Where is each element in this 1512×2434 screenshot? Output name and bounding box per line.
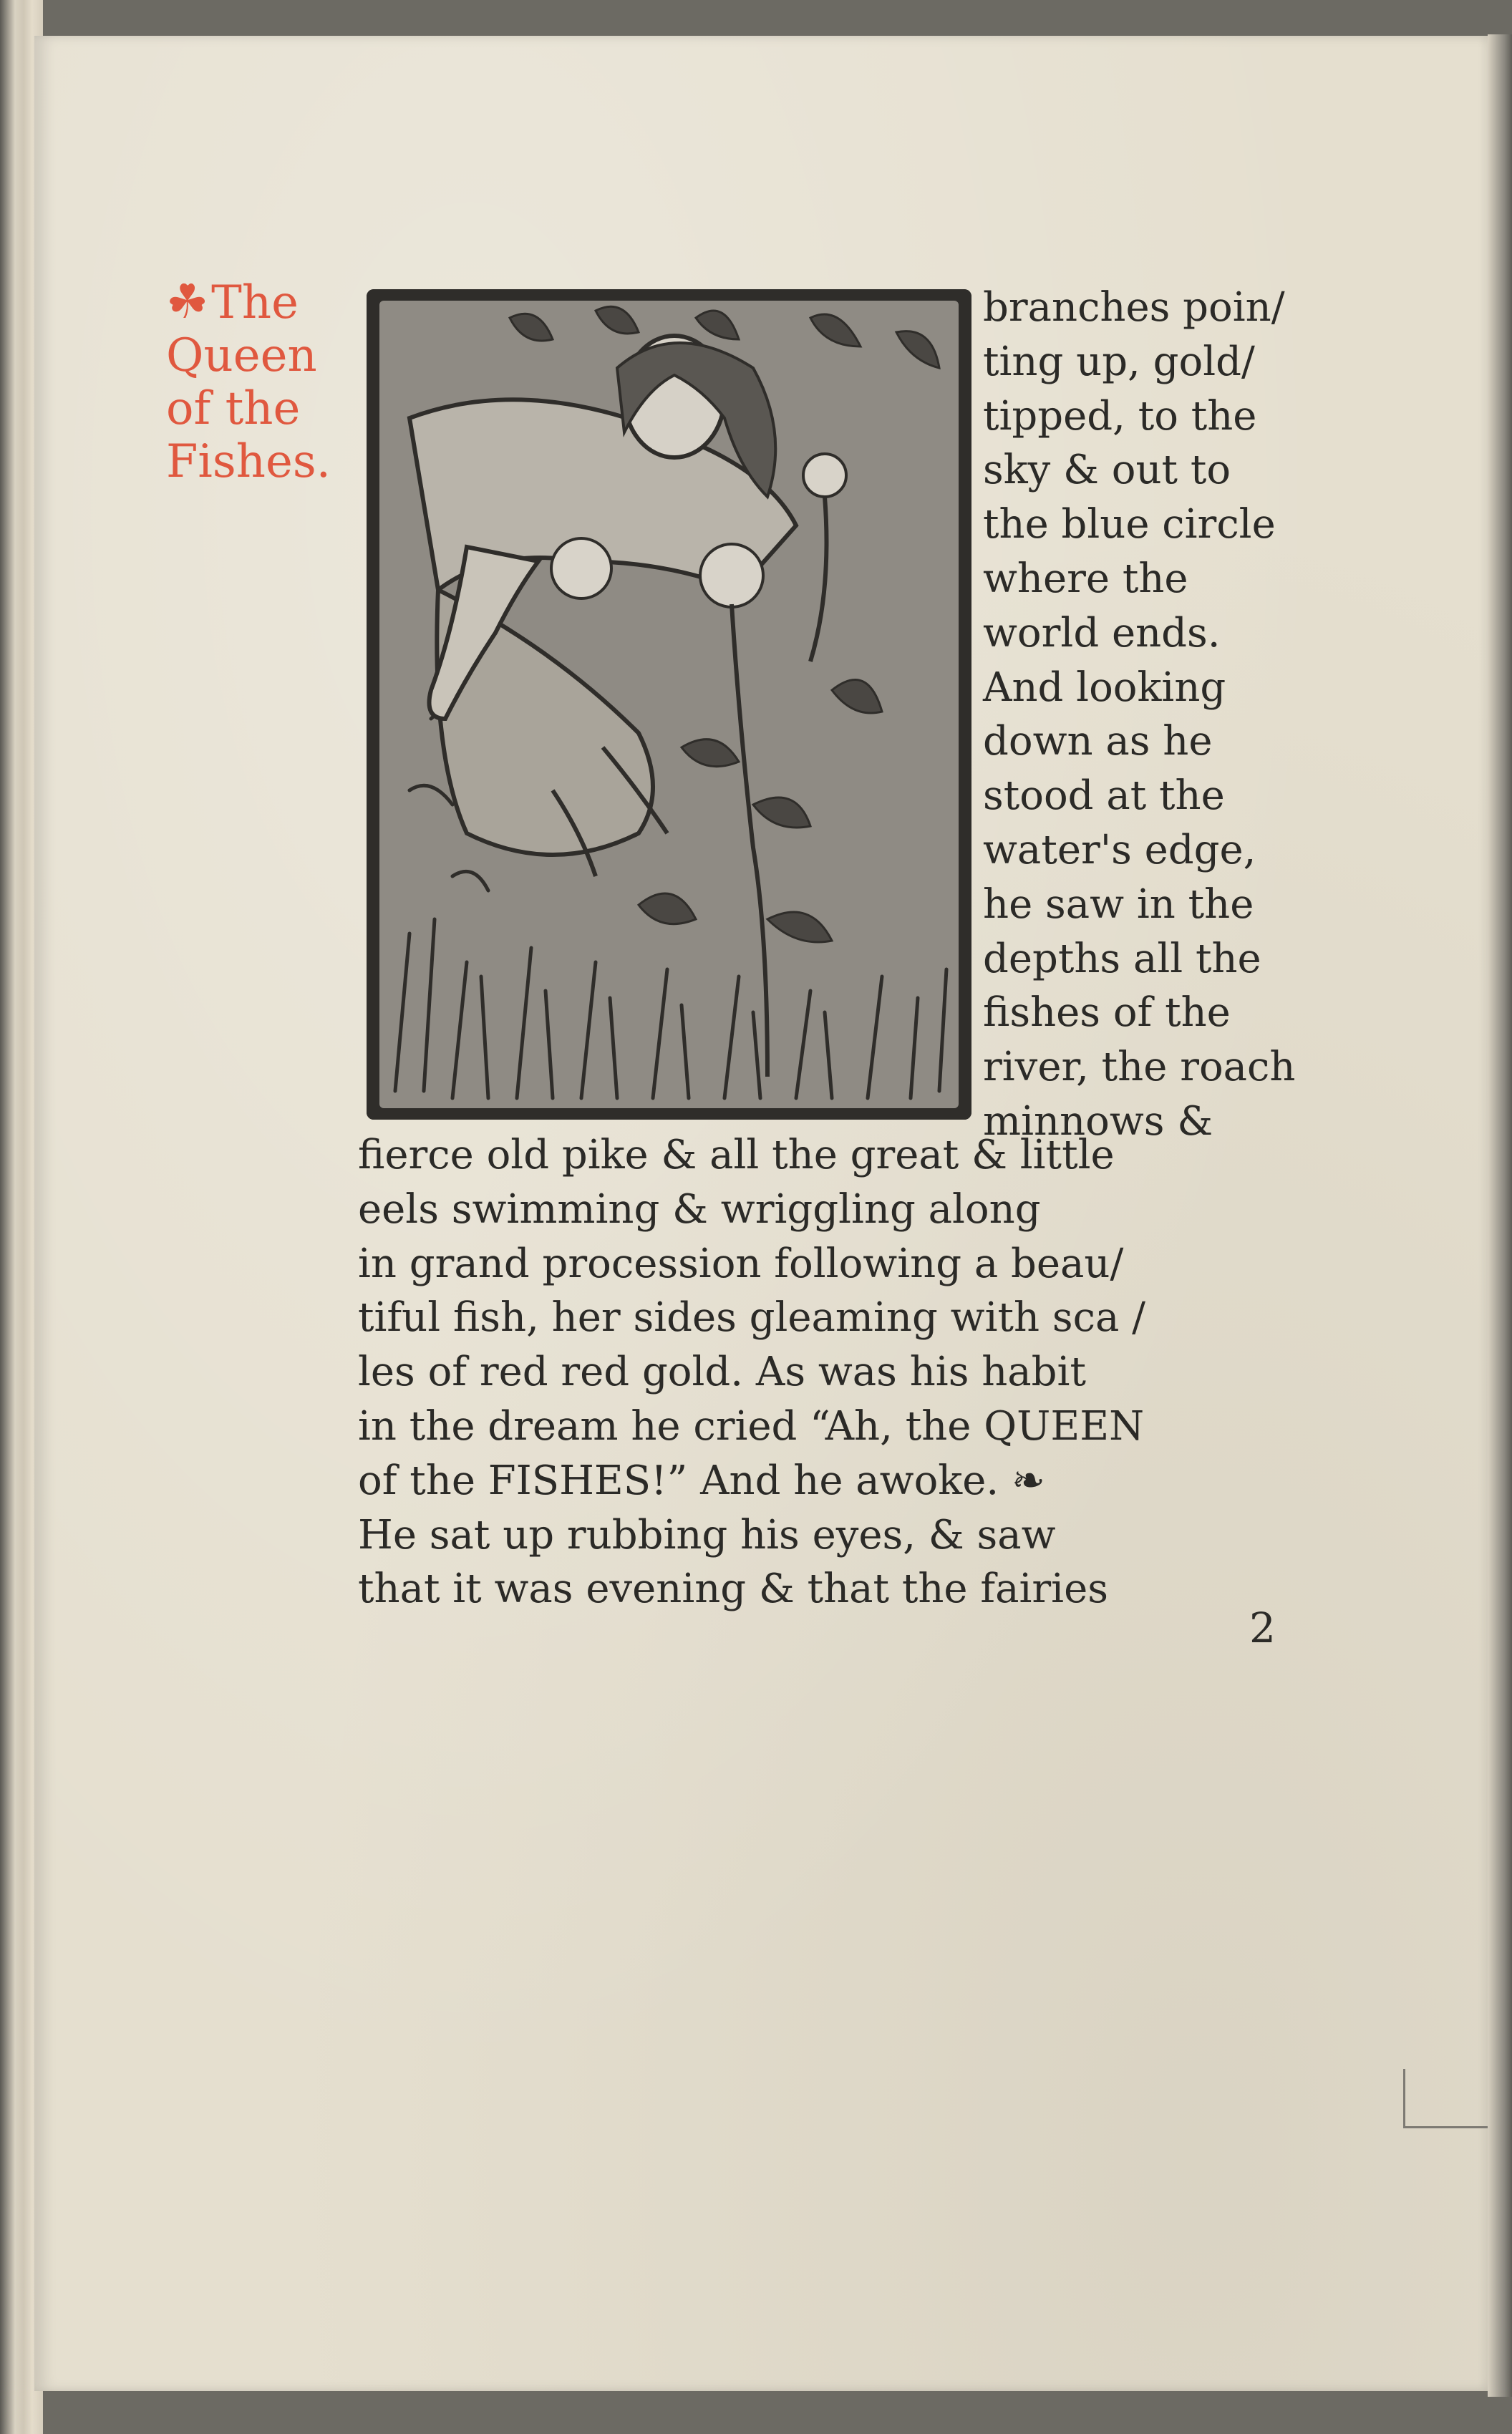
full-width-text [358, 1128, 1145, 1616]
text-line: fierce old pike & all the great & little [358, 1132, 1115, 1178]
clover-ornament-icon: ☘ [166, 274, 209, 329]
text-line: world ends. [983, 609, 1221, 656]
text-line: And looking [983, 664, 1226, 711]
heading-line: The [211, 276, 299, 329]
text-line: down as he [983, 718, 1213, 765]
text-line: ting up, gold/ [983, 338, 1255, 385]
text-line: fishes of the [983, 989, 1231, 1037]
text-line: he saw in the [983, 881, 1254, 928]
text-line: les of red red gold. As was his habit [358, 1349, 1086, 1396]
page-edge [1488, 34, 1512, 2397]
text-line: sky & out to [983, 447, 1231, 494]
text-line: the blue circle [983, 501, 1276, 548]
text-line: of the FISHES!” And he awoke. ❧ [358, 1457, 1045, 1504]
text-line: that it was evening & that the fairies [358, 1566, 1108, 1613]
text-line: tipped, to the [983, 392, 1257, 440]
right-column-text [983, 281, 1296, 1149]
text-line: in the dream he cried “Ah, the QUEEN [358, 1402, 1145, 1450]
chapter-heading [166, 276, 374, 488]
text-line: river, the roach [983, 1044, 1296, 1091]
text-line: branches poin/ [983, 284, 1285, 331]
text-line: depths all the [983, 935, 1261, 982]
text-line: in grand procession following a beau/ [358, 1240, 1124, 1287]
heading-line: Fishes. [166, 435, 331, 488]
page-number: 2 [1249, 1604, 1276, 1652]
text-line: where the [983, 555, 1188, 602]
text-line: eels swimming & wriggling along [358, 1186, 1041, 1233]
heading-line: of the [166, 382, 301, 435]
heading-line: Queen [166, 329, 317, 382]
text-line: tiful fish, her sides gleaming with sca / [358, 1294, 1146, 1342]
text-line: minnows & [983, 1097, 1213, 1145]
text-line: water's edge, [983, 826, 1256, 873]
text-line: stood at the [983, 772, 1225, 820]
text-line: He sat up rubbing his eyes, & saw [358, 1511, 1056, 1558]
woodcut-illustration [367, 289, 971, 1120]
margin-mark [1403, 2069, 1488, 2128]
